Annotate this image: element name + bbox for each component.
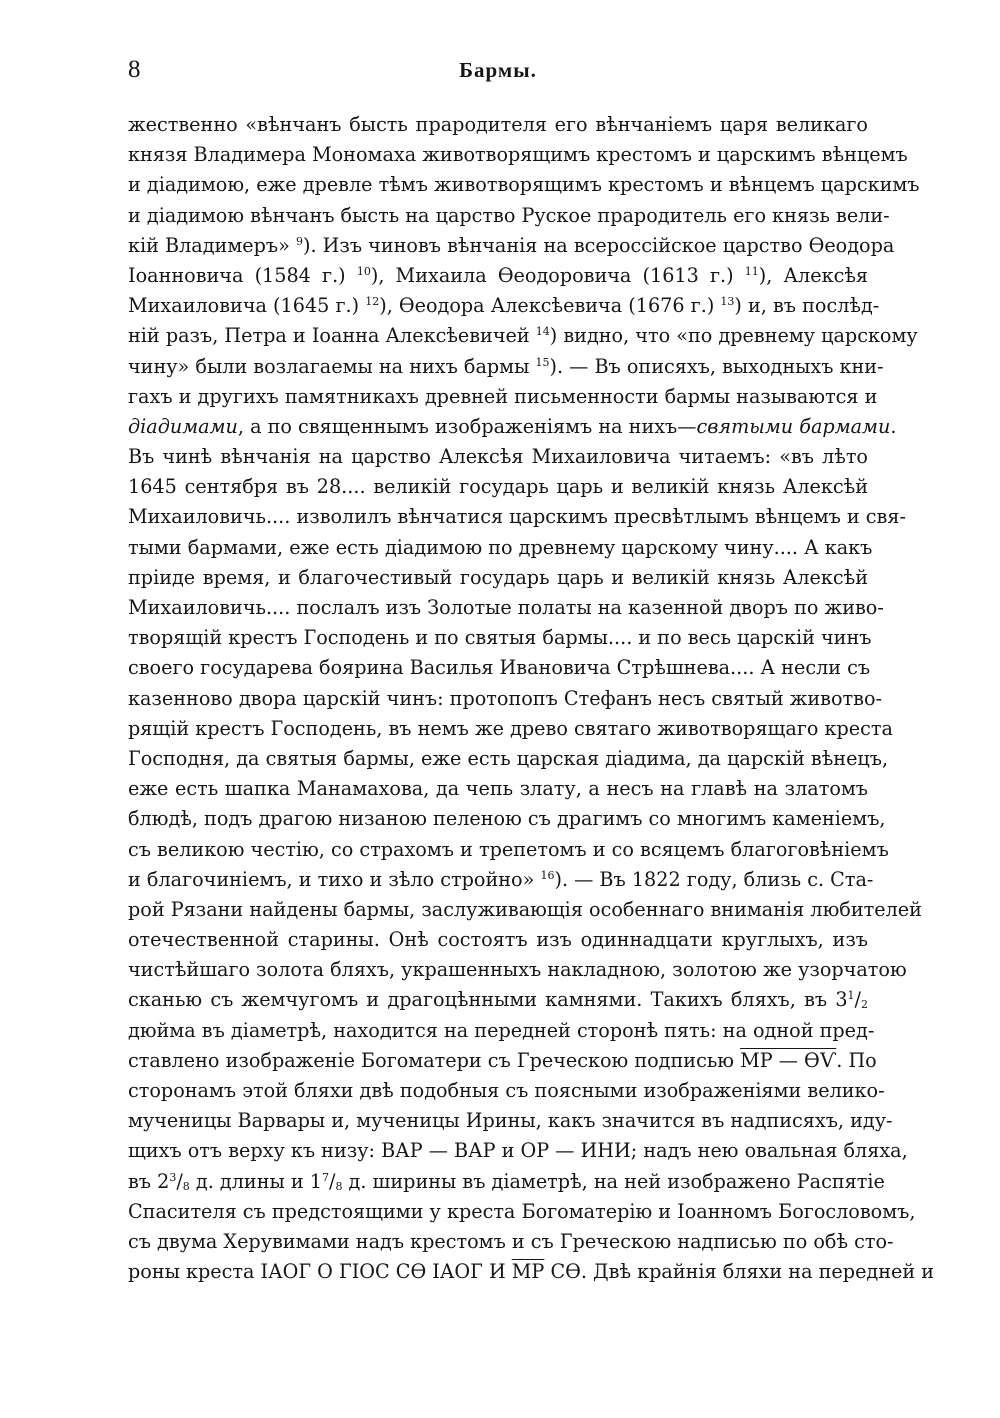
running-title: Бармы. — [459, 58, 537, 82]
text-line — [128, 653, 871, 683]
text-run: мученицы Варвары и, мученицы Ирины, какъ значится въ надписяхъ, иду- — [128, 1109, 893, 1133]
text-run: ній разъ, Петра и Іоанна Алексѣевичей — [128, 324, 536, 348]
text-run: ) и, въ послѣд- — [734, 294, 880, 318]
body-text — [128, 110, 935, 1287]
text-run: ), Алексѣя — [758, 263, 869, 287]
text-line — [128, 442, 868, 472]
text-line — [128, 352, 884, 382]
text-run: и діадимою, еже древле тѣмъ животворящимъ крестомъ и вѣнцемъ царскимъ — [128, 173, 920, 197]
text-run: Господня, да святыя бармы, еже есть царская діадима, да царскій вѣнецъ, — [128, 746, 889, 770]
fraction-denominator: 8 — [182, 1179, 190, 1193]
text-run: . По — [836, 1048, 877, 1072]
text-run: Михаиловичь.... изволилъ вѣнчатися царскимъ пресвѣтлымъ вѣнцемъ и свя- — [128, 505, 906, 529]
text-run: блюдѣ, подъ драгою низаною пеленою съ драгимъ со многимъ каменіемъ, — [128, 807, 886, 831]
text-line — [128, 865, 874, 895]
text-line — [128, 774, 868, 804]
text-run: щихъ отъ верху къ низу: ВАР — ВАР и ОР — ИНИ; надъ нею овальная бляха, — [128, 1139, 908, 1163]
footnote-marker: 15 — [535, 355, 550, 369]
text-line — [128, 1016, 875, 1046]
text-line — [128, 835, 889, 865]
footnote-marker: 12 — [365, 295, 380, 309]
text-line — [128, 261, 868, 291]
fraction-denominator: 2 — [861, 998, 868, 1012]
text-run: рой Рязани найдены бармы, заслуживающія особеннаго вниманія любителей — [128, 897, 922, 921]
text-run: князя Владимера Мономаха животворящимъ крестомъ и царскимъ вѣнцемъ — [128, 143, 908, 167]
text-line — [128, 985, 868, 1015]
text-line — [128, 1046, 877, 1076]
text-line — [128, 1167, 885, 1197]
text-line — [128, 955, 907, 985]
text-run: сканью съ жемчугомъ и драгоцѣнными камнями. Такихъ бляхъ, въ 3 — [128, 988, 848, 1012]
text-line — [128, 744, 889, 774]
text-run: роны креста ІАОГ О ГІОС СѲ ІАОГ И — [128, 1260, 512, 1284]
text-line — [128, 291, 880, 321]
footnote-marker: 14 — [535, 325, 550, 339]
text-line — [128, 1257, 935, 1287]
text-run: / — [328, 1169, 336, 1193]
page-header — [128, 56, 868, 90]
text-run: гахъ и другихъ памятникахъ древней письменности бармы называются и — [128, 384, 878, 408]
text-run: / — [854, 988, 861, 1012]
text-run: въ 2 — [128, 1169, 170, 1193]
footnote-marker: 13 — [720, 295, 735, 309]
text-run: ), Ѳеодора Алексѣевича (1676 г.) — [379, 294, 721, 318]
text-run: Спасителя съ предстоящими у креста Богоматерію и Іоанномъ Богословомъ, — [128, 1199, 916, 1223]
text-line — [128, 684, 882, 714]
text-run: дюйма въ діаметрѣ, находится на передней сторонѣ пять: на одной пред- — [128, 1018, 875, 1042]
text-run: тыми бармами, еже есть діадимою по древнему царскому чину.... А какъ — [128, 535, 873, 559]
text-run: рящій крестъ Господень, въ немъ же древо святаго животворящаго креста — [128, 716, 893, 740]
text-run: отечественной старины. Онѣ состоятъ изъ одиннадцати круглыхъ, изъ — [128, 928, 868, 952]
text-run: ). Изъ чиновъ вѣнчанія на всероссійское царство Ѳеодора — [302, 233, 895, 257]
text-run: сторонамъ этой бляхи двѣ подобныя съ поясными изображеніями велико- — [128, 1079, 885, 1102]
text-line — [128, 925, 868, 955]
text-run: и благочиніемъ, и тихо и зѣло стройно» — [128, 867, 541, 891]
text-run: д. ширины въ діаметрѣ, на ней изображено Распятіе — [342, 1169, 885, 1193]
fraction-denominator: 8 — [335, 1179, 343, 1193]
text-run: своего государева боярина Василья Ивановича Стрѣшнева.... А несли съ — [128, 656, 871, 680]
text-line — [128, 593, 884, 623]
text-run: Въ чинѣ вѣнчанія на царство Алексѣя Михаиловича читаемъ: «въ лѣто — [128, 445, 868, 469]
text-run: съ великою честію, со страхомъ и трепетомъ и со всяцемъ благоговѣніемъ — [128, 837, 889, 861]
text-line — [128, 563, 868, 593]
text-run: 1645 сентября въ 28.... великій государь царь и великій князь Алексѣй — [128, 475, 868, 499]
text-run: казенново двора царскій чинъ: протопопъ Стефанъ несъ святый животво- — [128, 686, 882, 710]
italic-term: святыми бармами — [696, 414, 891, 438]
text-run: и діадимою вѣнчанъ бысть на царство Руское прародитель его князь вели- — [128, 203, 890, 227]
text-run: Михаиловича (1645 г.) — [128, 294, 366, 318]
text-line — [128, 231, 895, 261]
text-run: , а по священнымъ изображеніямъ на нихъ— — [237, 414, 697, 438]
text-line — [128, 1136, 908, 1166]
text-run: кій Владимеръ» — [128, 233, 296, 257]
footnote-marker: 7 — [321, 1170, 329, 1184]
page-number: 8 — [128, 56, 141, 83]
footnote-marker: 1 — [847, 989, 855, 1003]
text-run: пріиде время, и благочестивый государь царь и великій князь Алексѣй — [128, 565, 868, 589]
footnote-marker: 16 — [540, 868, 555, 882]
text-line — [128, 714, 893, 744]
footnote-marker: 10 — [356, 264, 371, 278]
text-line — [128, 382, 878, 412]
text-run: еже есть шапка Манамахова, да чепь злату, а несъ на главѣ на златомъ — [128, 777, 868, 801]
footnote-marker: 3 — [169, 1170, 177, 1184]
text-line — [128, 472, 868, 502]
footnote-marker: 11 — [744, 264, 759, 278]
text-line — [128, 1197, 916, 1227]
text-line — [128, 412, 897, 442]
text-run: Михаиловичь.... послалъ изъ Золотые полаты на казенной дворъ по живо- — [128, 596, 884, 619]
text-run: Іоанновича (1584 г.) — [128, 263, 357, 287]
text-run: СѲ. Двѣ крайнія бляхи на передней и — [544, 1260, 935, 1284]
text-run: творящій крестъ Господень и по святыя бармы.... и по весь царскій чинъ — [128, 626, 872, 650]
text-line — [128, 502, 906, 532]
footnote-marker: 9 — [295, 234, 303, 248]
text-line — [128, 1076, 885, 1106]
text-run: ). — Въ 1822 году, близь с. Ста- — [554, 867, 874, 891]
text-line — [128, 623, 872, 653]
text-line — [128, 533, 873, 563]
text-run: . — [890, 414, 897, 438]
text-line — [128, 1227, 894, 1257]
text-run: чистѣйшаго золота бляхъ, украшенныхъ накладною, золотою же узорчатою — [128, 958, 907, 982]
text-run: ), Михаила Ѳеодоровича (1613 г.) — [370, 263, 745, 287]
text-run: жественно «вѣнчанъ бысть прародителя его вѣнчаніемъ царя великаго — [128, 113, 868, 136]
greek-abbreviation: МР — ѲѴ — [740, 1048, 837, 1072]
text-run: чину» были возлагаемы на нихъ бармы — [128, 354, 536, 378]
text-line — [128, 170, 920, 200]
italic-term: діадимами — [128, 414, 238, 438]
text-run: ) видно, что «по древнему царскому — [549, 324, 918, 348]
text-run: съ двума Херувимами надъ крестомъ и съ Греческою надписью по обѣ сто- — [128, 1229, 894, 1253]
text-line — [128, 321, 918, 351]
text-line — [128, 110, 868, 140]
text-run: д. длины и 1 — [189, 1169, 322, 1193]
greek-abbreviation: МР — [511, 1260, 545, 1284]
text-run: ставлено изображеніе Богоматери съ Греческою подписью — [128, 1048, 741, 1072]
text-line — [128, 201, 890, 231]
text-line — [128, 1106, 893, 1136]
text-run: ). — Въ описяхъ, выходныхъ кни- — [549, 354, 884, 378]
text-line — [128, 140, 908, 170]
text-line — [128, 804, 886, 834]
text-line — [128, 895, 922, 925]
text-run: / — [176, 1169, 183, 1193]
